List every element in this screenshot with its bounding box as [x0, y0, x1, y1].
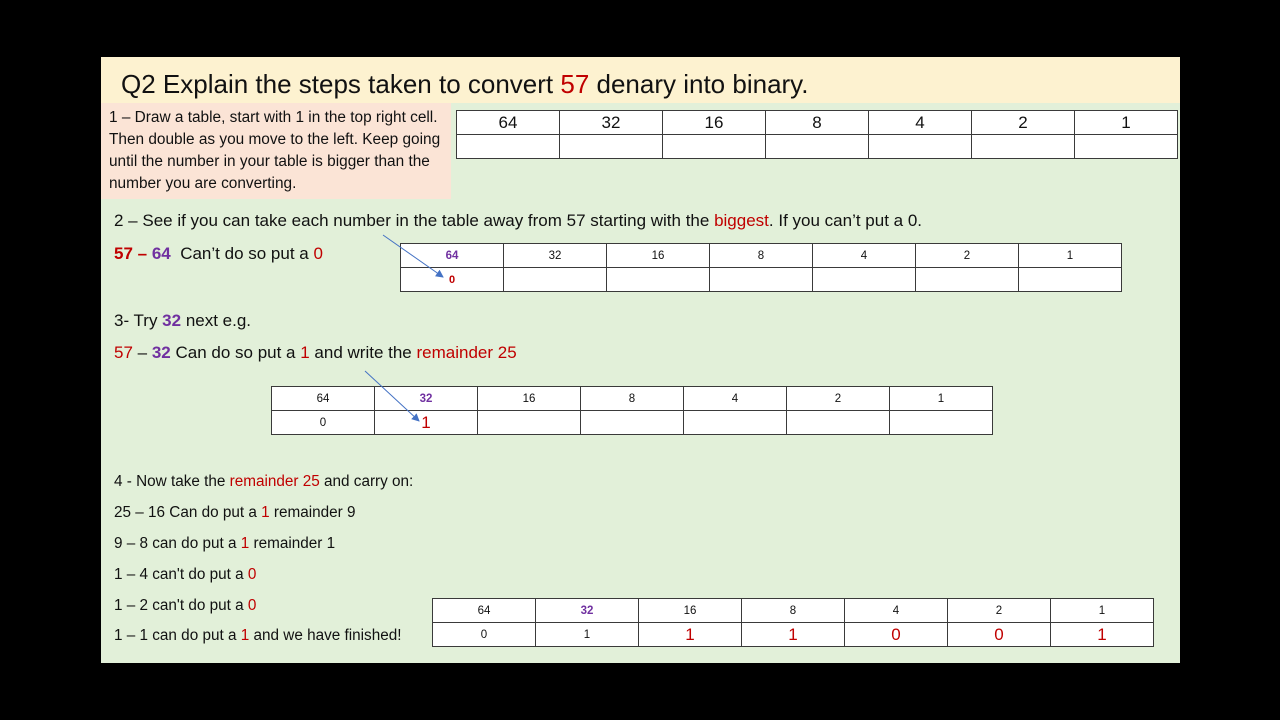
value-cell	[1019, 268, 1122, 292]
header-cell: 4	[684, 387, 787, 411]
table-empty	[456, 110, 1178, 159]
value-cell: 1	[742, 623, 845, 647]
step4-intro: 4 - Now take the remainder 25 and carry on:	[114, 473, 414, 490]
value-cell	[890, 411, 993, 435]
step3-text: 3- Try 32 next e.g.	[114, 311, 252, 330]
title-band	[101, 57, 1180, 103]
value-cell	[684, 411, 787, 435]
value-cell	[710, 268, 813, 292]
step2-example: 57 – 64 Can’t do so put a 0	[114, 244, 323, 263]
value-cell: 0	[401, 268, 504, 292]
table-step3	[271, 386, 993, 435]
header-cell: 2	[948, 599, 1051, 623]
header-cell: 64	[272, 387, 375, 411]
header-cell: 1	[1051, 599, 1154, 623]
header-cell: 64	[433, 599, 536, 623]
value-cell: 0	[433, 623, 536, 647]
header-cell: 8	[581, 387, 684, 411]
value-cell	[813, 268, 916, 292]
table-header-row	[401, 244, 1122, 268]
table-header-row	[433, 599, 1154, 623]
value-cell	[663, 135, 766, 159]
header-cell: 16	[607, 244, 710, 268]
table-value-row	[433, 623, 1154, 647]
header-cell: 1	[1019, 244, 1122, 268]
value-cell	[581, 411, 684, 435]
step1-text: 1 – Draw a table, start with 1 in the top right cell. Then double as you move to the left. Keep going until the number in your table is bigger than the number you are converting.	[109, 109, 441, 192]
value-cell	[504, 268, 607, 292]
value-cell: 0	[845, 623, 948, 647]
value-cell	[916, 268, 1019, 292]
slide	[101, 57, 1180, 663]
header-cell: 1	[890, 387, 993, 411]
step4-line: 1 – 2 can't do put a 0	[114, 597, 257, 614]
title-number: 57	[560, 69, 590, 99]
header-cell: 32	[560, 111, 663, 135]
value-cell	[478, 411, 581, 435]
value-cell	[1075, 135, 1178, 159]
table-value-row	[457, 135, 1178, 159]
header-cell: 2	[916, 244, 1019, 268]
step4-line: 9 – 8 can do put a 1 remainder 1	[114, 535, 336, 552]
value-cell	[560, 135, 663, 159]
table-value-row	[401, 268, 1122, 292]
header-cell: 8	[742, 599, 845, 623]
header-cell: 16	[639, 599, 742, 623]
slide-title: Q2 Explain the steps taken to convert 57 denary into binary.	[121, 69, 809, 99]
header-cell: 64	[457, 111, 560, 135]
step2-text: 2 – See if you can take each number in the table away from 57 starting with the biggest. If you can’t put a 0.	[114, 211, 922, 230]
header-cell: 32	[536, 599, 639, 623]
header-cell: 32	[375, 387, 478, 411]
header-cell: 4	[869, 111, 972, 135]
value-cell	[766, 135, 869, 159]
value-cell: 1	[1051, 623, 1154, 647]
step4-line: 1 – 4 can't do put a 0	[114, 566, 257, 583]
header-cell: 32	[504, 244, 607, 268]
header-cell: 8	[710, 244, 813, 268]
value-cell: 1	[375, 411, 478, 435]
header-cell: 8	[766, 111, 869, 135]
step3-example: 57 – 32 Can do so put a 1 and write the remainder 25	[114, 343, 517, 362]
step4-line: 25 – 16 Can do put a 1 remainder 9	[114, 504, 356, 521]
header-cell: 4	[813, 244, 916, 268]
header-cell: 1	[1075, 111, 1178, 135]
table-final	[432, 598, 1154, 647]
header-cell: 2	[787, 387, 890, 411]
value-cell: 0	[948, 623, 1051, 647]
value-cell	[457, 135, 560, 159]
step4-line: 1 – 1 can do put a 1 and we have finished!	[114, 627, 402, 644]
header-cell: 16	[663, 111, 766, 135]
step1-box	[101, 103, 451, 199]
value-cell: 1	[639, 623, 742, 647]
table-header-row	[457, 111, 1178, 135]
header-cell: 64	[401, 244, 504, 268]
value-cell	[787, 411, 890, 435]
table-header-row	[272, 387, 993, 411]
header-cell: 16	[478, 387, 581, 411]
value-cell	[869, 135, 972, 159]
header-cell: 2	[972, 111, 1075, 135]
table-step2	[400, 243, 1122, 292]
value-cell: 1	[536, 623, 639, 647]
value-cell	[972, 135, 1075, 159]
value-cell: 0	[272, 411, 375, 435]
header-cell: 4	[845, 599, 948, 623]
value-cell	[607, 268, 710, 292]
table-value-row	[272, 411, 993, 435]
